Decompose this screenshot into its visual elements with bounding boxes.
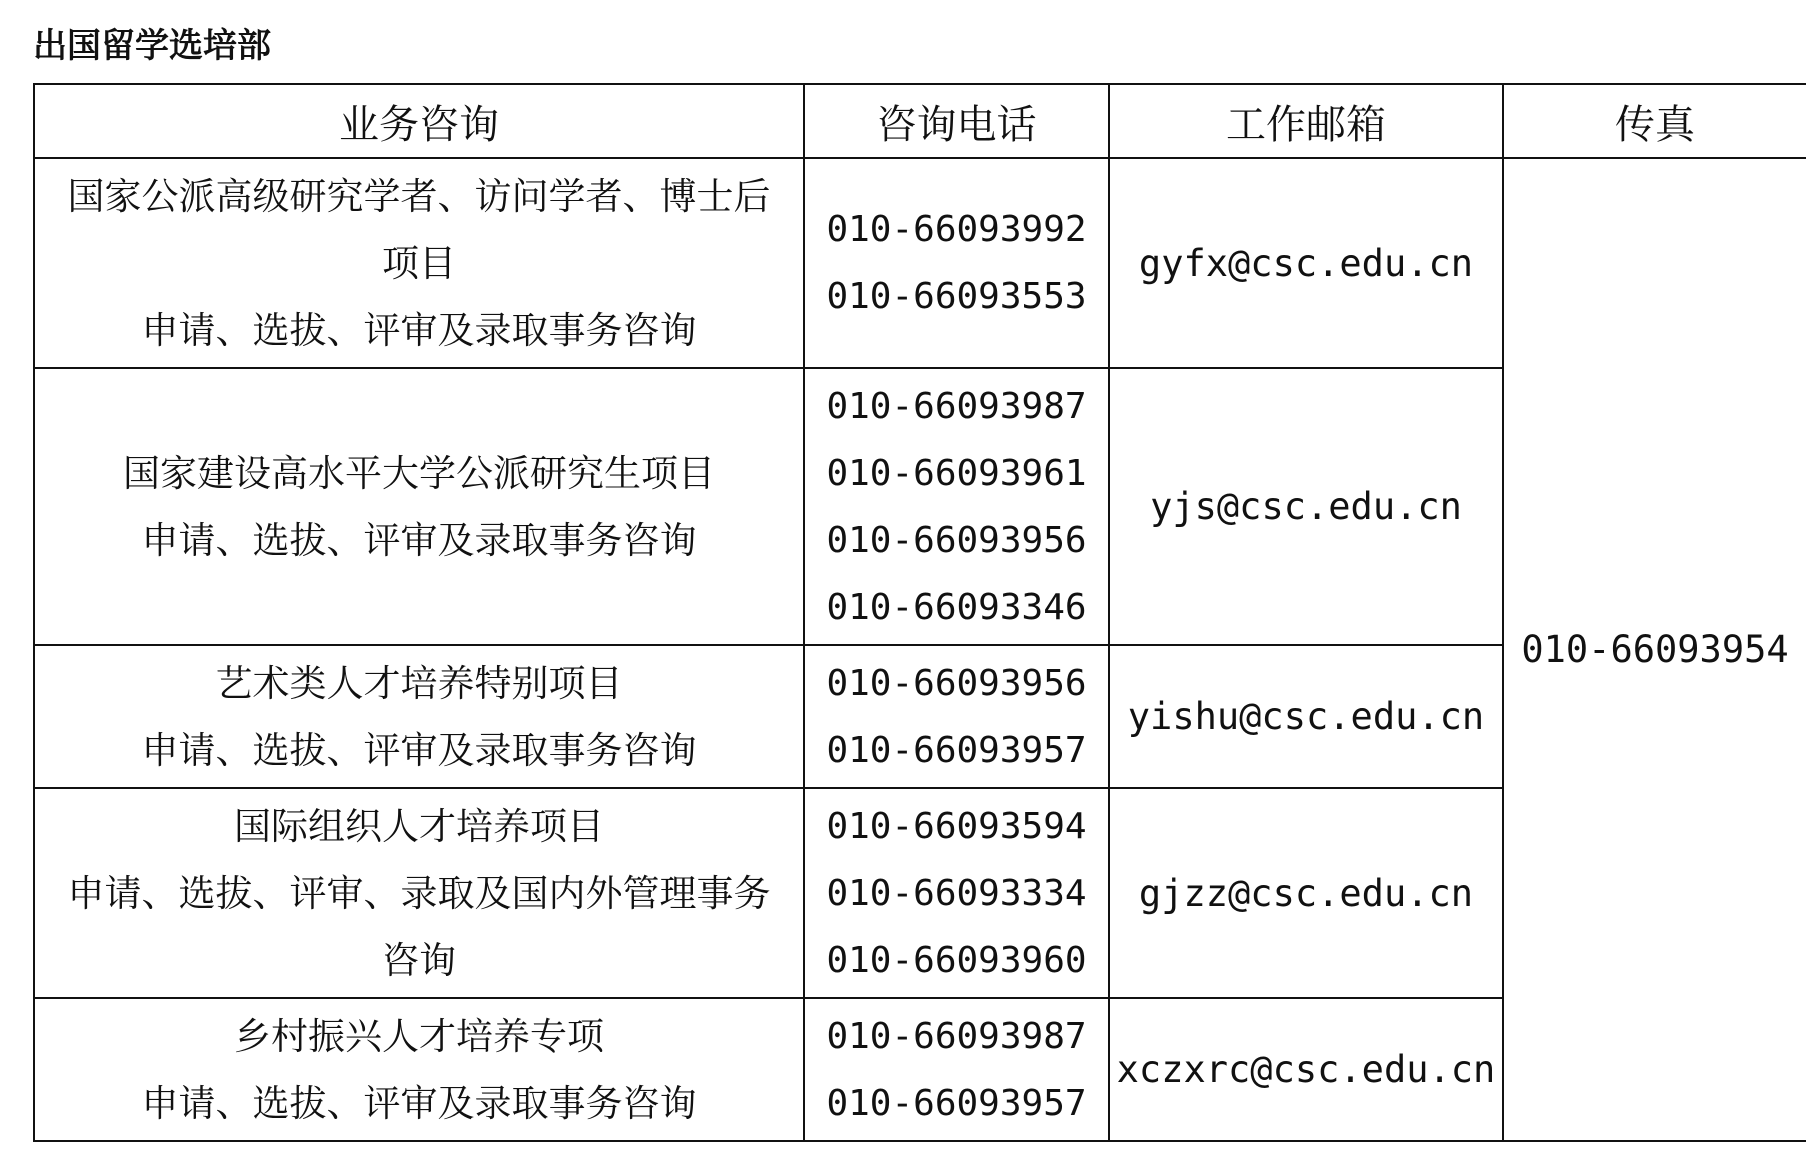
business-cell [34,645,804,788]
business-line: 乡村振兴人才培养专项 [234,1014,604,1058]
email-cell: yjs@csc.edu.cn [1109,368,1503,645]
phone-cell [804,158,1109,368]
phone-number: 010-66093553 [826,276,1087,317]
phone-number: 010-66093594 [826,805,1087,847]
phone-number: 010-66093956 [826,519,1087,561]
business-cell [34,158,804,368]
phone-number: 010-66093956 [826,662,1087,704]
business-cell [34,368,804,645]
business-line: 咨询 [382,938,456,982]
business-line: 国际组织人才培养项目 [234,804,604,848]
phone-number: 010-66093987 [826,1015,1087,1057]
business-line: 国家公派高级研究学者、访问学者、博士后 [67,174,771,218]
phone-number: 010-66093957 [826,1082,1087,1124]
business-line: 申请、选拔、评审及录取事务咨询 [141,728,697,772]
phone-number: 010-66093334 [826,872,1087,914]
fax-cell: 010-66093954 [1503,158,1806,1141]
business-line: 艺术类人才培养特别项目 [215,661,623,705]
business-cell [34,788,804,998]
business-line: 项目 [382,241,456,285]
business-line: 申请、选拔、评审及录取事务咨询 [141,518,697,562]
phone-cell [804,645,1109,788]
email-cell: gyfx@csc.edu.cn [1109,158,1503,368]
business-line: 申请、选拔、评审及录取事务咨询 [141,308,697,352]
email-cell: yishu@csc.edu.cn [1109,645,1503,788]
header-email: 工作邮箱 [1109,84,1503,158]
header-fax: 传真 [1503,84,1806,158]
business-line: 申请、选拔、评审、录取及国内外管理事务 [67,871,771,915]
phone-number: 010-66093960 [826,939,1087,981]
phone-number: 010-66093961 [826,452,1087,494]
phone-number: 010-66093987 [826,385,1087,427]
phone-number: 010-66093992 [826,209,1087,250]
contact-table [33,83,1806,1142]
phone-cell [804,998,1109,1141]
header-phone: 咨询电话 [804,84,1109,158]
business-line: 申请、选拔、评审及录取事务咨询 [141,1081,697,1125]
business-line: 国家建设高水平大学公派研究生项目 [123,451,715,495]
header-business: 业务咨询 [34,84,804,158]
page-title: 出国留学选培部 [33,26,271,66]
phone-number: 010-66093957 [826,729,1087,771]
email-cell: gjzz@csc.edu.cn [1109,788,1503,998]
phone-cell [804,368,1109,645]
business-cell [34,998,804,1141]
table-row [34,158,1806,368]
phone-number: 010-66093346 [826,586,1087,628]
header-row [34,84,1806,158]
phone-cell [804,788,1109,998]
email-cell: xczxrc@csc.edu.cn [1109,998,1503,1141]
